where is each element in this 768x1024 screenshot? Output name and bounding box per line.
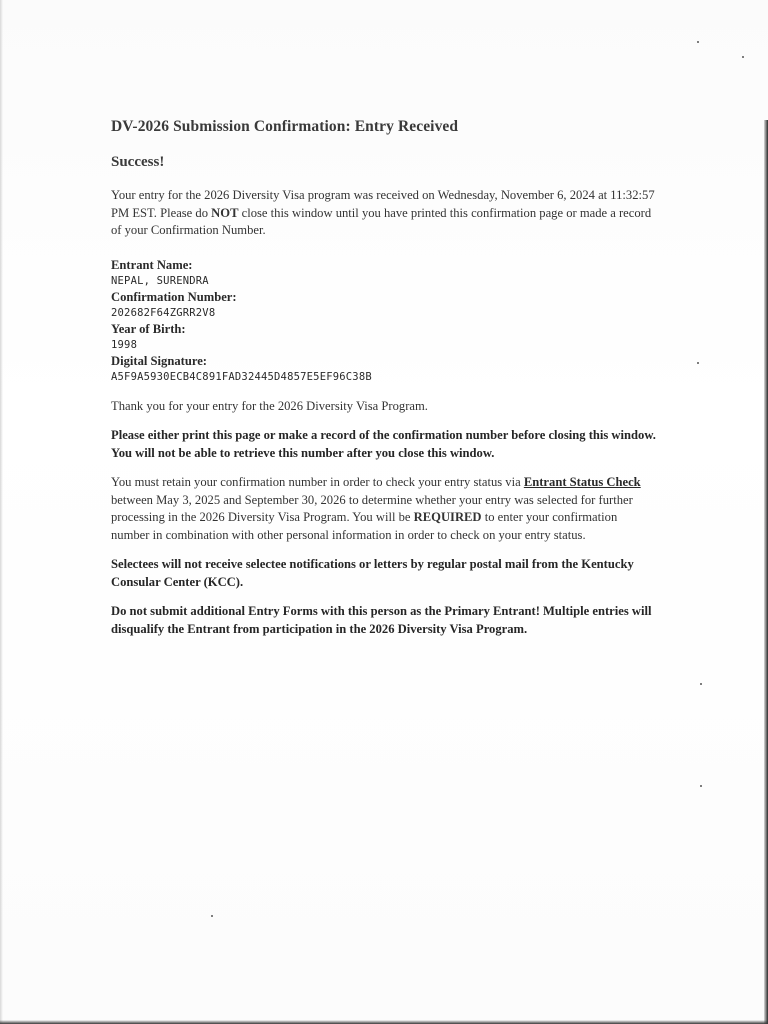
page-left-edge-shadow [0,0,3,1024]
entrant-name-value: NEPAL, SURENDRA [111,274,209,287]
retain-text-end: to enter your confirmation number in combination with other personal information in order to check on your entry status. [111,510,618,542]
year-of-birth-value: 1998 [111,338,138,351]
confirmation-content [111,118,656,638]
year-of-birth-label: Year of Birth: [111,321,186,336]
retain-text-middle: between May 3, 2025 and September 30, 2026 to determine whether your entry was selected for further processing in the 2026 Diversity Visa Program. You will be [111,492,633,524]
paper-speck [742,56,744,58]
digital-signature-value: A5F9A5930ECB4C891FAD32445D4857E5EF96C38B [111,370,372,383]
paper-speck [700,683,702,685]
intro-text-start: Your entry for the 2026 Diversity Visa program was received on Wednesday, November 6, 2024 at 11:32:57 PM EST. Please do [111,188,655,220]
paper-speck [697,41,699,43]
print-warning: Please either print this page or make a record of the confirmation number before closing this window. You will not be able to retrieve this number after you close this window. [111,428,656,460]
intro-paragraph [111,187,656,240]
retain-text-start: You must retain your confirmation number in order to check your entry status via [111,475,524,489]
entrant-status-check-link[interactable]: Entrant Status Check [523,475,641,489]
retain-number-paragraph [111,474,656,544]
confirmation-number-label: Confirmation Number: [111,289,237,304]
intro-text-end: close this window until you have printed this confirmation page or made a record of your Confirmation Number. [111,205,652,237]
success-heading: Success! [111,154,165,170]
required-emphasis: REQUIRED [413,510,482,524]
selectees-notice: Selectees will not receive selectee notifications or letters by regular postal mail from the Kentucky Consular Center (KCC). [111,557,634,589]
page-bottom-edge-shadow [0,1020,768,1024]
duplicate-entry-warning: Do not submit additional Entry Forms with this person as the Primary Entrant! Multiple entries will disqualify the Entrant from participation in the 2026 Diversity Visa Program. [111,604,652,636]
intro-emphasis: NOT [211,205,239,220]
confirmation-number-value: 202682F64ZGRR2V8 [111,306,216,319]
page-title: DV-2026 Submission Confirmation: Entry Received [111,118,459,135]
entrant-details [111,257,656,385]
paper-speck [697,362,699,364]
digital-signature-label: Digital Signature: [111,353,207,368]
page-right-edge-shadow [764,120,768,1024]
paper-speck [700,785,702,787]
entrant-name-label: Entrant Name: [111,257,193,272]
thank-you-text: Thank you for your entry for the 2026 Diversity Visa Program. [111,398,428,413]
paper-speck [211,915,213,917]
